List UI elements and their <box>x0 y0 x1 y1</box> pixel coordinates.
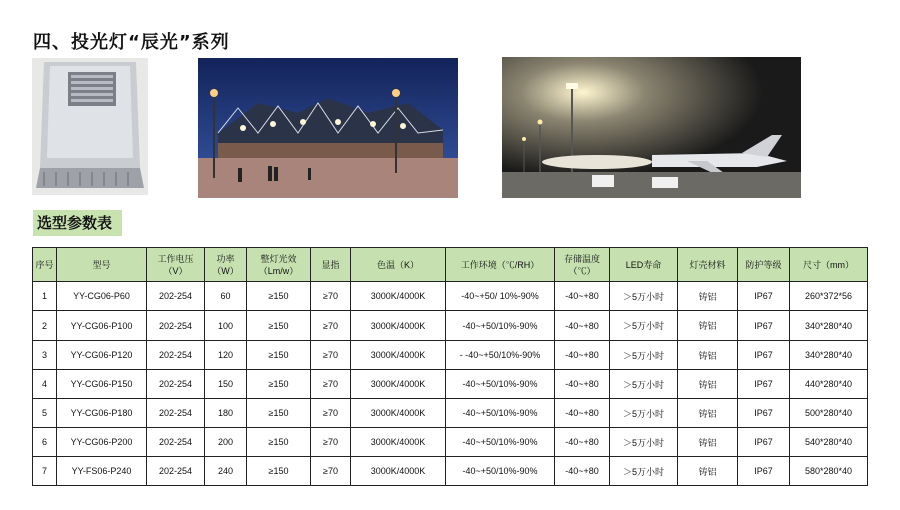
stadium-night-photo <box>198 58 458 198</box>
column-header: 序号 <box>33 248 57 282</box>
table-cell: ＞5万小时 <box>610 399 678 428</box>
column-header: 尺寸（mm） <box>790 248 868 282</box>
table-cell: 202-254 <box>147 341 205 370</box>
table-cell: 260*372*56 <box>790 282 868 311</box>
column-header: 工作环境（℃/RH） <box>446 248 555 282</box>
table-cell: 3 <box>33 341 57 370</box>
table-cell: 3000K/4000K <box>351 457 446 486</box>
table-cell: ≥150 <box>247 282 311 311</box>
table-cell: -40~+80 <box>555 457 610 486</box>
table-cell: 铸铝 <box>678 370 738 399</box>
table-row <box>33 428 868 457</box>
table-cell: ＞5万小时 <box>610 428 678 457</box>
table-cell: 202-254 <box>147 282 205 311</box>
column-header: 显指 <box>311 248 351 282</box>
table-cell: ＞5万小时 <box>610 457 678 486</box>
table-cell: IP67 <box>738 428 790 457</box>
table-row <box>33 341 868 370</box>
table-header-row <box>33 248 868 282</box>
table-cell: ≥70 <box>311 457 351 486</box>
table-cell: ≥70 <box>311 311 351 341</box>
table-cell: 202-254 <box>147 399 205 428</box>
selection-table-heading: 选型参数表 <box>33 210 122 236</box>
column-header: 功率 （W） <box>205 248 247 282</box>
table-cell: ＞5万小时 <box>610 370 678 399</box>
table-cell: ≥150 <box>247 370 311 399</box>
table-cell: IP67 <box>738 282 790 311</box>
table-cell: 180 <box>205 399 247 428</box>
table-cell: YY-CG06-P60 <box>57 282 147 311</box>
table-cell: -40~+80 <box>555 428 610 457</box>
table-cell: 3000K/4000K <box>351 399 446 428</box>
table-cell: IP67 <box>738 370 790 399</box>
table-cell: 100 <box>205 311 247 341</box>
table-row <box>33 282 868 311</box>
table-cell: 240 <box>205 457 247 486</box>
table-cell: YY-CG06-P180 <box>57 399 147 428</box>
table-cell: YY-CG06-P100 <box>57 311 147 341</box>
table-cell: 200 <box>205 428 247 457</box>
table-cell: -40~+50/10%-90% <box>446 457 555 486</box>
table-cell: 铸铝 <box>678 428 738 457</box>
table-cell: 铸铝 <box>678 311 738 341</box>
column-header: 灯壳材料 <box>678 248 738 282</box>
table-cell: YY-CG06-P120 <box>57 341 147 370</box>
table-cell: - -40~+50/10%-90% <box>446 341 555 370</box>
table-cell: YY-CG06-P150 <box>57 370 147 399</box>
table-cell: 6 <box>33 428 57 457</box>
table-row <box>33 311 868 341</box>
table-cell: ≥70 <box>311 399 351 428</box>
table-cell: ≥70 <box>311 428 351 457</box>
table-cell: IP67 <box>738 399 790 428</box>
table-cell: ≥150 <box>247 457 311 486</box>
table-row <box>33 457 868 486</box>
column-header: 型号 <box>57 248 147 282</box>
table-cell: 1 <box>33 282 57 311</box>
table-cell: -40~+80 <box>555 282 610 311</box>
page-title: 四、投光灯“辰光”系列 <box>33 32 230 53</box>
table-cell: 340*280*40 <box>790 341 868 370</box>
table-body <box>33 282 868 486</box>
table-cell: 202-254 <box>147 457 205 486</box>
table-cell: -40~+50/10%-90% <box>446 370 555 399</box>
table-cell: 2 <box>33 311 57 341</box>
table-cell: ≥150 <box>247 428 311 457</box>
table-cell: 120 <box>205 341 247 370</box>
table-cell: 440*280*40 <box>790 370 868 399</box>
column-header: 防护等级 <box>738 248 790 282</box>
table-cell: -40~+50/ 10%-90% <box>446 282 555 311</box>
column-header: LED寿命 <box>610 248 678 282</box>
table-cell: 3000K/4000K <box>351 282 446 311</box>
table-cell: 铸铝 <box>678 457 738 486</box>
table-cell: -40~+50/10%-90% <box>446 399 555 428</box>
table-cell: YY-CG06-P200 <box>57 428 147 457</box>
column-header: 色温（K） <box>351 248 446 282</box>
column-header: 整灯光效 （Lm/w） <box>247 248 311 282</box>
table-cell: 3000K/4000K <box>351 370 446 399</box>
table-cell: 150 <box>205 370 247 399</box>
floodlight-product-photo <box>32 58 148 195</box>
table-cell: 铸铝 <box>678 399 738 428</box>
table-cell: ≥150 <box>247 399 311 428</box>
table-cell: 540*280*40 <box>790 428 868 457</box>
column-header: 工作电压 （V） <box>147 248 205 282</box>
table-cell: -40~+80 <box>555 370 610 399</box>
table-cell: ≥70 <box>311 341 351 370</box>
table-cell: 铸铝 <box>678 341 738 370</box>
table-cell: 340*280*40 <box>790 311 868 341</box>
table-cell: -40~+50/10%-90% <box>446 428 555 457</box>
table-cell: -40~+80 <box>555 399 610 428</box>
airport-apron-night-photo <box>502 57 801 198</box>
table-cell: 500*280*40 <box>790 399 868 428</box>
table-cell: 580*280*40 <box>790 457 868 486</box>
table-cell: ≥150 <box>247 311 311 341</box>
table-cell: 202-254 <box>147 370 205 399</box>
table-cell: ＞5万小时 <box>610 282 678 311</box>
table-cell: ≥70 <box>311 370 351 399</box>
table-cell: 3000K/4000K <box>351 311 446 341</box>
table-cell: ≥70 <box>311 282 351 311</box>
table-cell: 3000K/4000K <box>351 341 446 370</box>
table-cell: IP67 <box>738 457 790 486</box>
table-cell: YY-FS06-P240 <box>57 457 147 486</box>
table-cell: ≥150 <box>247 341 311 370</box>
table-cell: 5 <box>33 399 57 428</box>
table-cell: -40~+80 <box>555 341 610 370</box>
table-cell: 60 <box>205 282 247 311</box>
table-cell: -40~+50/10%-90% <box>446 311 555 341</box>
table-cell: 202-254 <box>147 311 205 341</box>
table-row <box>33 370 868 399</box>
column-header: 存储温度 （℃） <box>555 248 610 282</box>
table-cell: IP67 <box>738 311 790 341</box>
table-cell: 3000K/4000K <box>351 428 446 457</box>
table-cell: IP67 <box>738 341 790 370</box>
table-cell: 4 <box>33 370 57 399</box>
table-cell: 铸铝 <box>678 282 738 311</box>
table-cell: 7 <box>33 457 57 486</box>
table-cell: ＞5万小时 <box>610 311 678 341</box>
table-cell: ＞5万小时 <box>610 341 678 370</box>
table-cell: -40~+80 <box>555 311 610 341</box>
table-cell: 202-254 <box>147 428 205 457</box>
spec-table <box>32 247 868 486</box>
table-row <box>33 399 868 428</box>
